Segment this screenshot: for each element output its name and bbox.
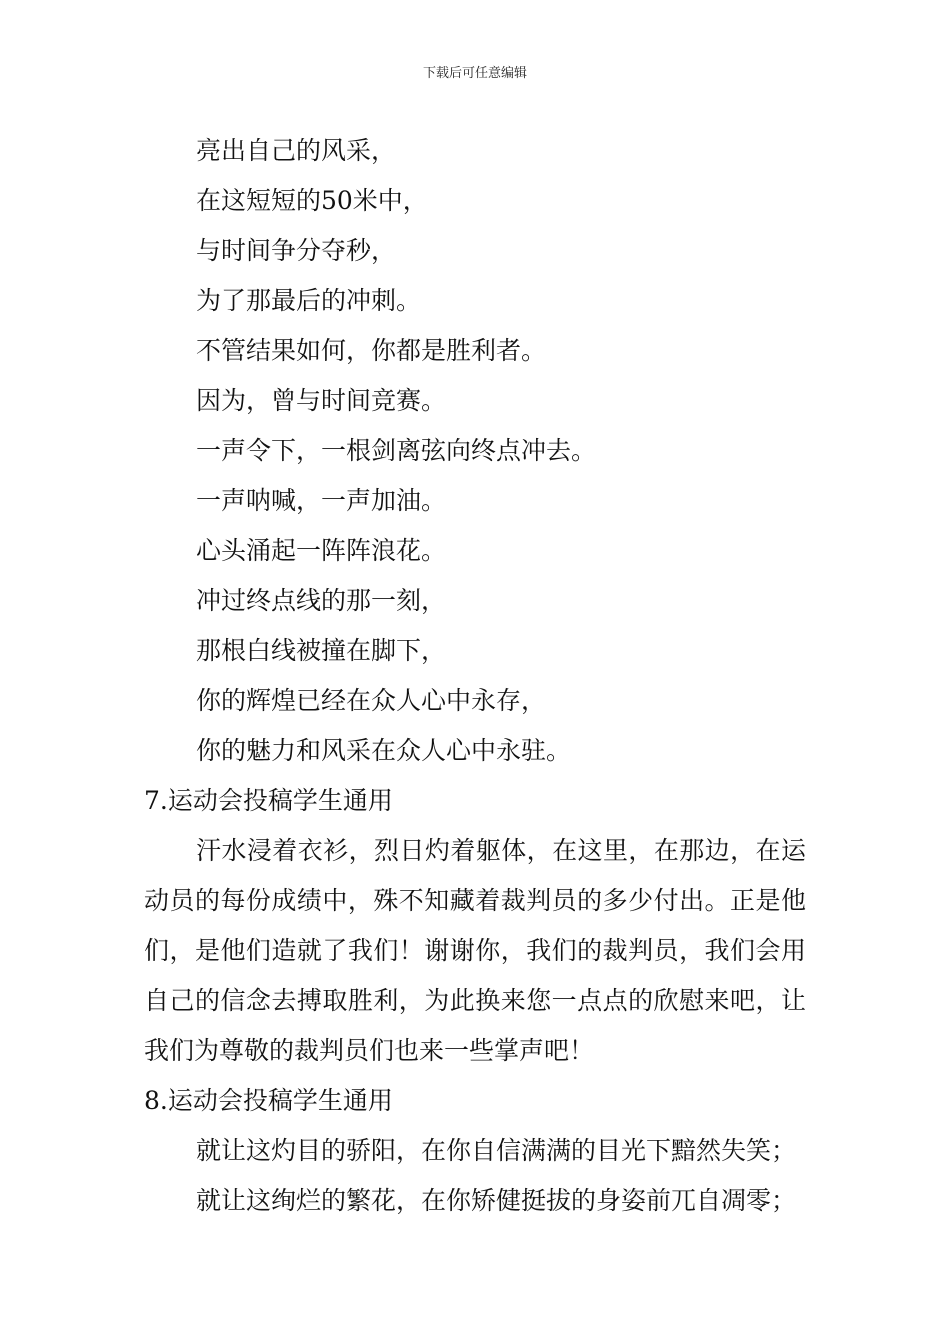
poem-line-10: 冲过终点线的那一刻， <box>196 586 447 615</box>
section-8-line-2: 就让这绚烂的繁花，在你矫健挺拔的身姿前兀自凋零； <box>196 1186 797 1215</box>
poem-line-1: 亮出自己的风采， <box>196 136 397 165</box>
section-8-title: 8.运动会投稿学生通用 <box>144 1086 393 1115</box>
poem-line-9: 心头涌起一阵阵浪花。 <box>196 536 447 565</box>
poem-line-8: 一声呐喊，一声加油。 <box>196 486 447 515</box>
poem-line-12: 你的辉煌已经在众人心中永存， <box>196 686 547 715</box>
poem-line-4: 为了那最后的冲刺。 <box>196 286 422 315</box>
poem-line-5: 不管结果如何，你都是胜利者。 <box>196 336 547 365</box>
poem-line-11: 那根白线被撞在脚下， <box>196 636 447 665</box>
section-7-paragraph: 汗水浸着衣衫，烈日灼着躯体，在这里，在那边，在运动员的每份成绩中，殊不知藏着裁判员的多少付出。正是他们，是他们造就了我们！谢谢你，我们的裁判员，我们会用自己的信念去搏取胜利，为此换来您一点点的欣慰来吧，让我们为尊敬的裁判员们也来一些掌声吧！ <box>144 836 806 1065</box>
section-8-line-1: 就让这灼目的骄阳，在你自信满满的目光下黯然失笑； <box>196 1136 797 1165</box>
poem-line-6: 因为，曾与时间竞赛。 <box>196 386 447 415</box>
section-7-title: 7.运动会投稿学生通用 <box>144 786 393 815</box>
page-header: 下载后可任意编辑 <box>422 66 527 81</box>
poem-line-2: 在这短短的50米中， <box>196 186 428 215</box>
poem-line-3: 与时间争分夺秒， <box>196 236 397 265</box>
document-body <box>144 126 806 1226</box>
poem-line-7: 一声令下，一根剑离弦向终点冲去。 <box>196 436 597 465</box>
poem-line-13: 你的魅力和风采在众人心中永驻。 <box>196 736 572 765</box>
